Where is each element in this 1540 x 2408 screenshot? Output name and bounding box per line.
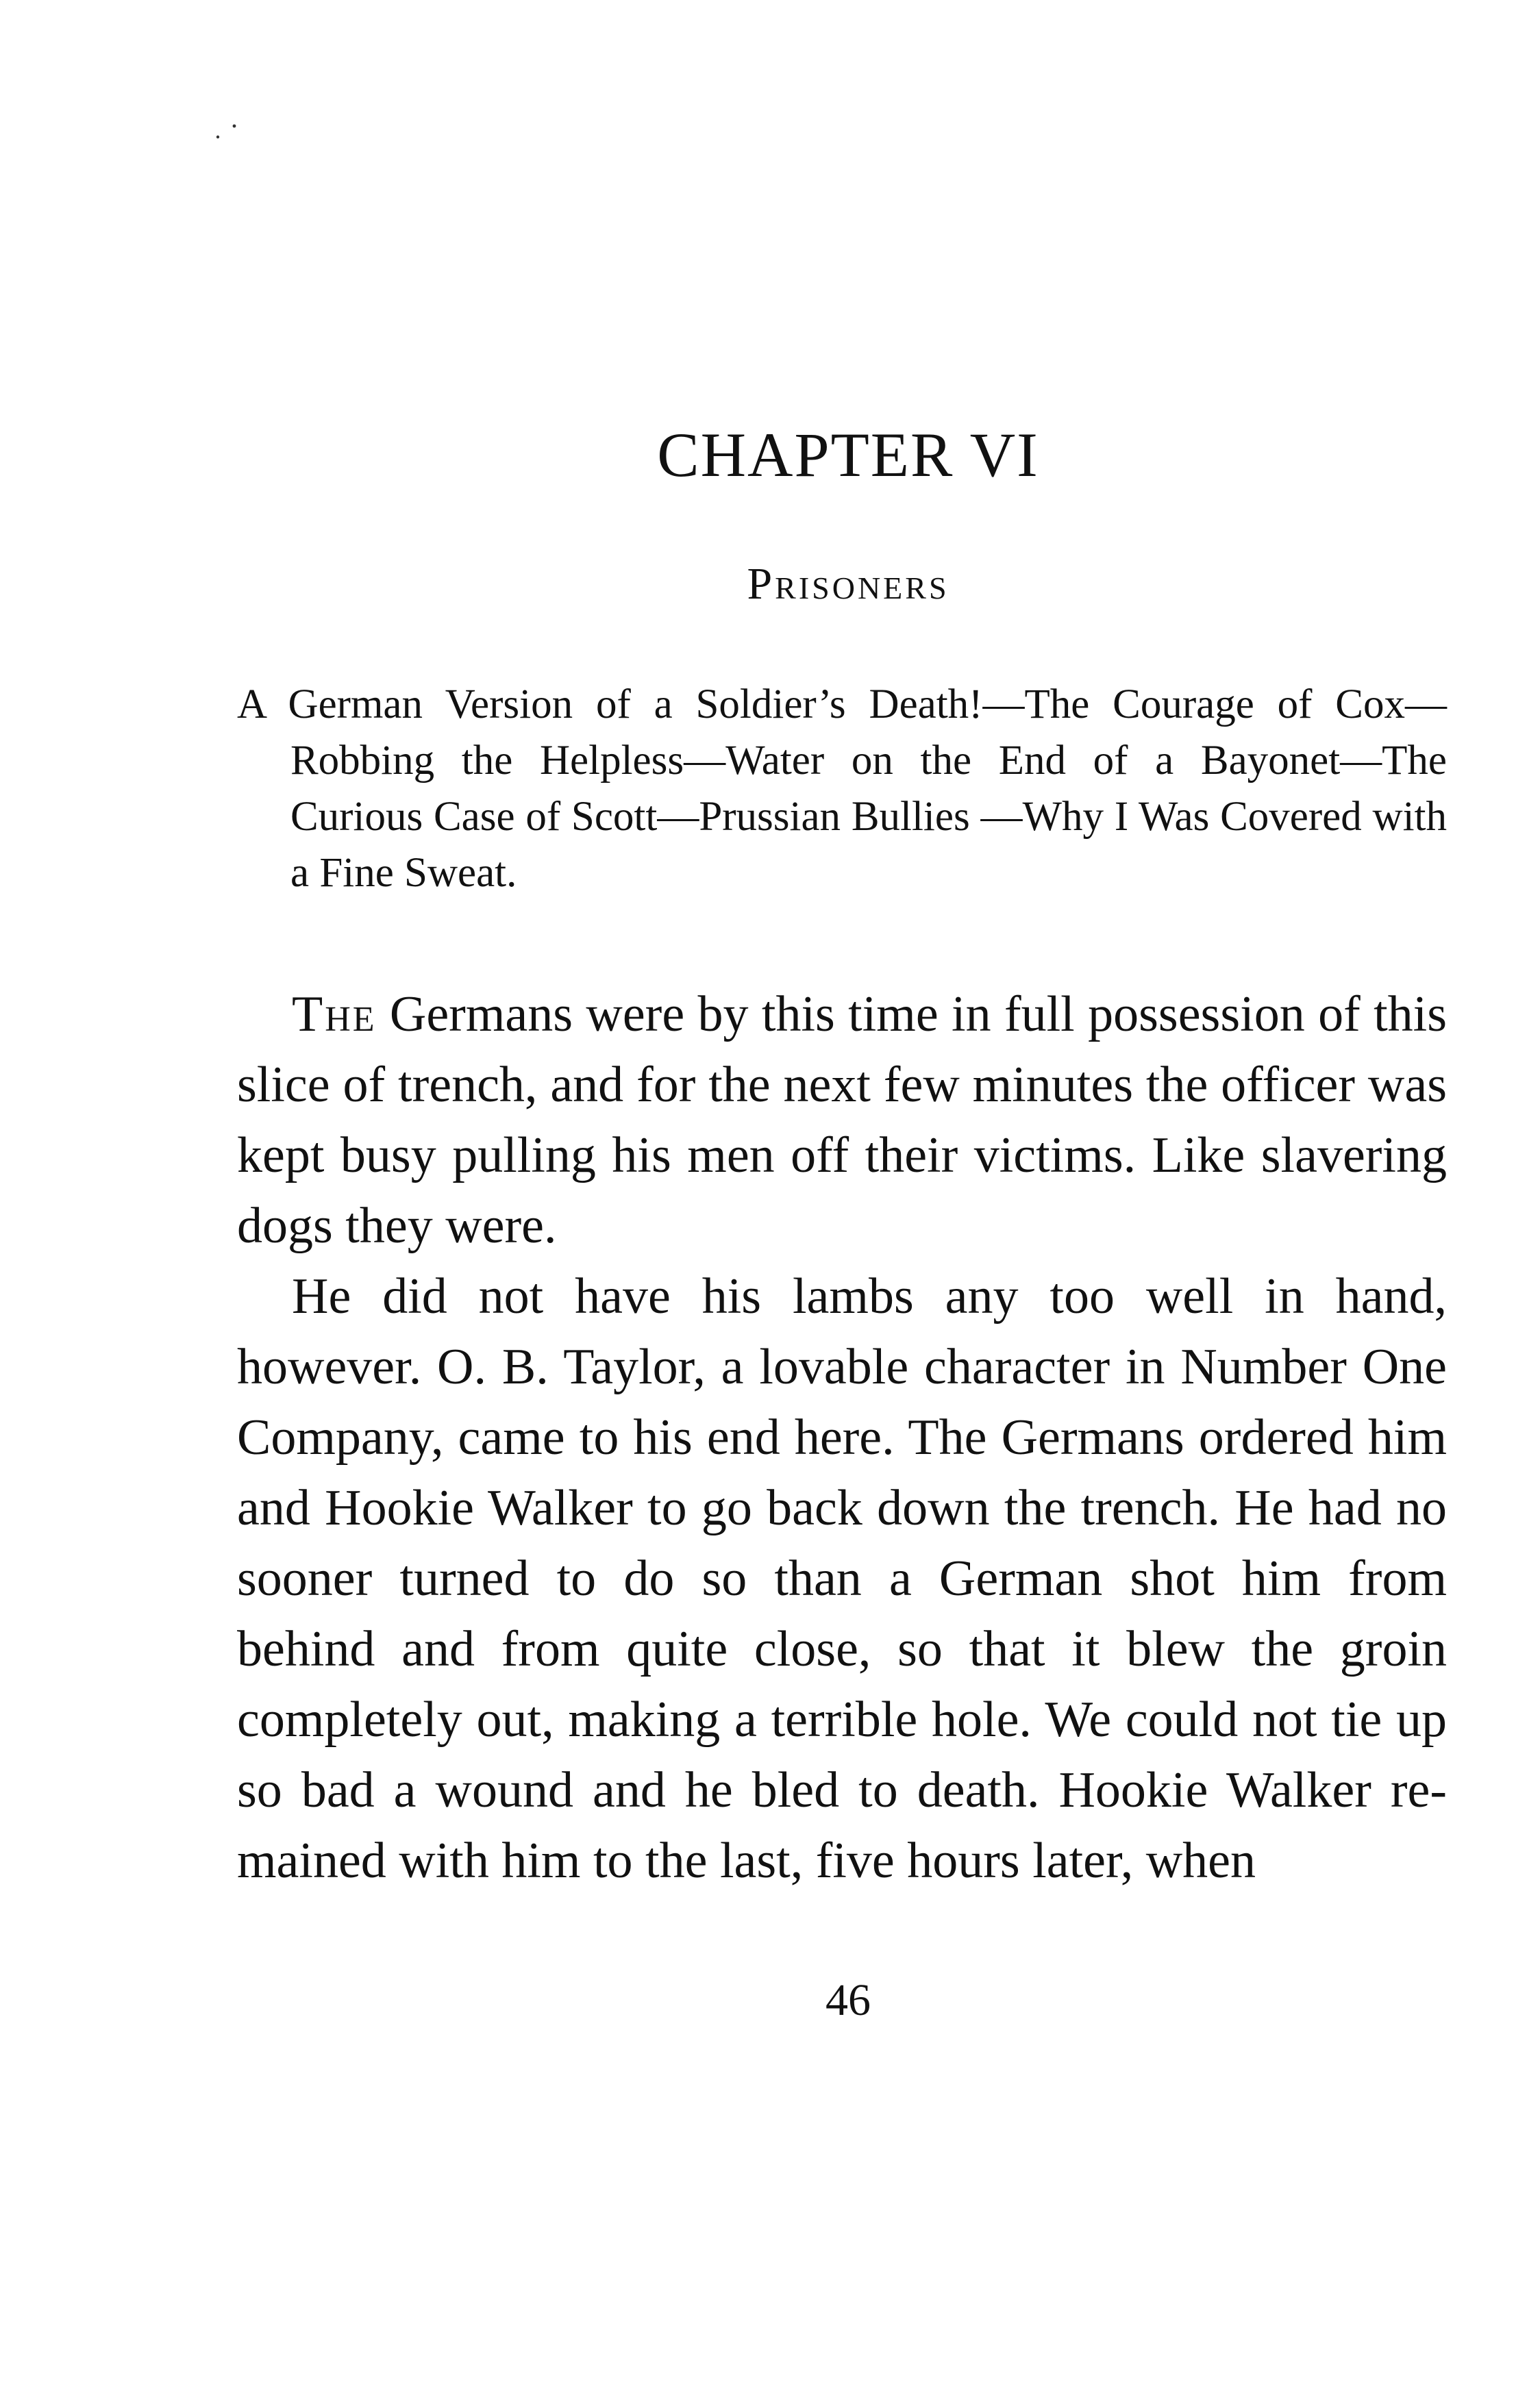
paragraph-lead-word: The — [292, 986, 377, 1042]
paragraph-1-text: Germans were by this time in full possession of this slice of trench, and for the next few minutes the officer was kept busy pulling his men off their victims. Like slavering dogs they were. — [237, 986, 1447, 1254]
scan-speck-marks — [214, 121, 241, 141]
paragraph-1 — [237, 979, 1447, 1262]
paragraph-2: He did not have his lambs any too well in hand, however. O. B. Taylor, a lovable character in Number One Company, came to his end here. The Germans ordered him and Hookie Walker to go back down the trench. He had no sooner turned to do so than a German shot him from behind and from quite close, so that it blew the groin completely out, making a terrible hole. We could not tie up so bad a wound and he bled to death. Hookie Walker remained with him to the last, five hours later, when — [237, 1268, 1447, 1889]
chapter-synopsis: A German Version of a Soldier’s Death!—The Courage of Cox—Robbing the Helpless—Water on the End of a Bayonet—The Curious Case of Scott—Prussian Bullies —Why I Was Covered with a Fine Sweat. — [237, 681, 1447, 896]
chapter-heading: CHAPTER VI — [657, 420, 1039, 490]
page-number: 46 — [825, 1975, 871, 2025]
body-text — [237, 979, 1447, 1896]
chapter-title: Prisoners — [747, 559, 949, 609]
